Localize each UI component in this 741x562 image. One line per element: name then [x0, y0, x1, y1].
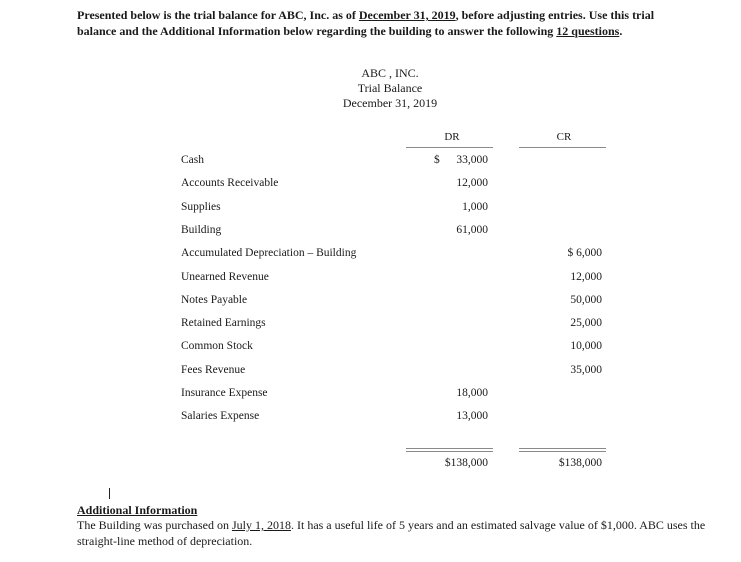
dr-amount: 61,000: [456, 224, 488, 236]
dr-header-rule: [406, 147, 493, 148]
instructions-text-continued: , before adjusting entries. Use this trial balance and the Additional Information below regarding the building to answer the following: [77, 8, 655, 38]
additional-info-text: The Building was purchased on: [77, 518, 232, 532]
text-cursor: [109, 488, 110, 499]
dr-column-header: DR: [444, 131, 460, 143]
cash-dollar-sign: $: [434, 154, 440, 166]
account-name: Accounts Receivable: [181, 177, 279, 189]
company-name: ABC , INC.: [361, 66, 419, 80]
cr-amount: 10,000: [570, 340, 602, 352]
cr-header-rule: [519, 147, 606, 148]
cr-total: $138,000: [558, 457, 602, 469]
dr-amount: 33,000: [456, 154, 488, 166]
statement-title: Trial Balance: [357, 81, 423, 95]
dr-amount: 1,000: [462, 201, 488, 213]
cr-column-header: CR: [556, 131, 572, 143]
account-name: Cash: [181, 154, 204, 166]
dr-amount: 18,000: [456, 387, 488, 399]
dr-total-rule: [406, 448, 493, 452]
instructions-text-end: .: [619, 23, 623, 38]
cr-amount: 35,000: [570, 364, 602, 376]
dr-amount: 12,000: [456, 177, 488, 189]
account-name: Supplies: [181, 201, 221, 213]
account-name: Retained Earnings: [181, 317, 266, 329]
additional-info-paragraph: [77, 518, 717, 549]
account-name: Unearned Revenue: [181, 271, 269, 283]
dr-amount: 13,000: [456, 410, 488, 422]
statement-date: December 31, 2019: [342, 96, 438, 110]
cr-amount: 12,000: [570, 271, 602, 283]
account-name: Building: [181, 224, 222, 236]
additional-info-text-continued: . It has a useful life of 5 years and an estimated salvage value of $1,000. ABC uses the straight-line method of depreciation.: [77, 518, 706, 548]
account-name: Fees Revenue: [181, 364, 246, 376]
instructions-paragraph: [77, 8, 657, 39]
date-reference: December 31, 2019: [358, 8, 456, 22]
purchase-date: July 1, 2018: [231, 518, 291, 532]
account-name: Notes Payable: [181, 294, 248, 306]
cr-amount: $ 6,000: [567, 247, 602, 259]
account-name: Common Stock: [181, 340, 253, 352]
account-name: Accumulated Depreciation – Building: [181, 247, 357, 259]
additional-info-title: Additional Information: [77, 503, 198, 517]
account-name: Insurance Expense: [181, 387, 268, 399]
instructions-text: Presented below is the trial balance for ABC, Inc. as of: [77, 8, 359, 22]
cr-total-rule: [519, 448, 606, 452]
dr-total: $138,000: [444, 457, 488, 469]
cr-amount: 50,000: [570, 294, 602, 306]
questions-reference: 12 questions: [556, 23, 620, 38]
account-name: Salaries Expense: [181, 410, 260, 422]
cr-amount: 25,000: [570, 317, 602, 329]
